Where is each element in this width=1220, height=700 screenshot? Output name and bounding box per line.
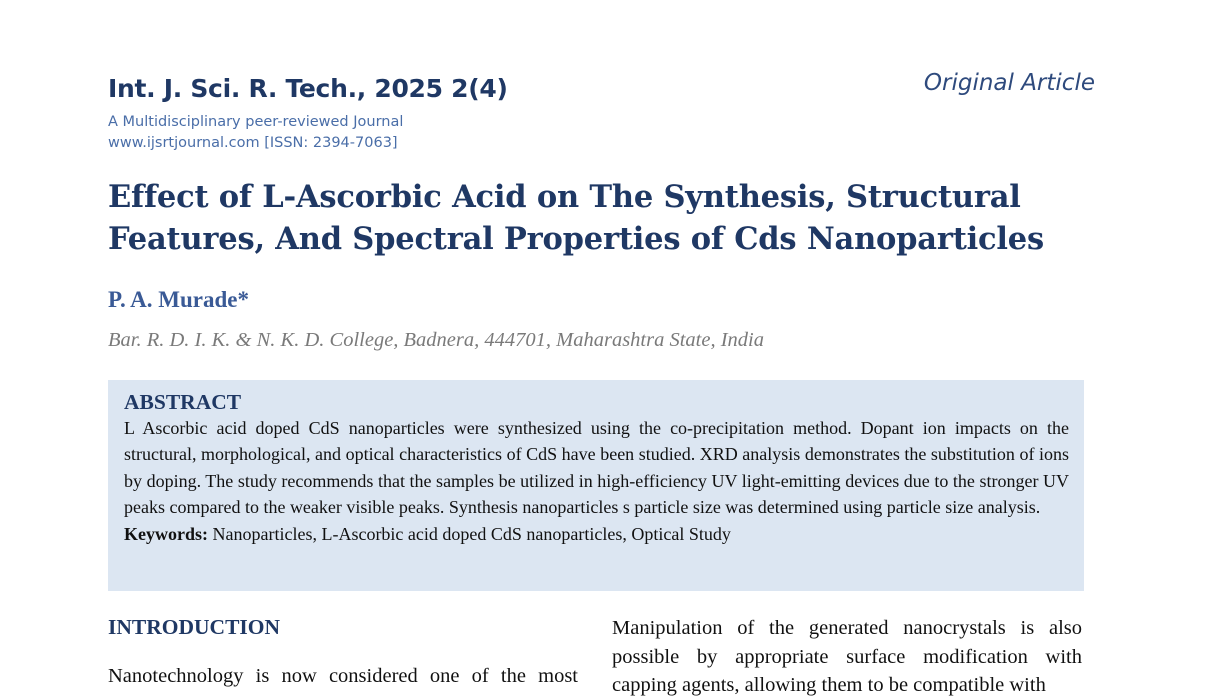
introduction-heading: INTRODUCTION	[108, 615, 281, 639]
abstract-section	[108, 380, 1084, 591]
keywords-line	[124, 521, 1069, 547]
journal-tagline: A Multidisciplinary peer-reviewed Journal	[108, 114, 404, 130]
keywords-label: Keywords:	[124, 523, 208, 544]
abstract-body: L Ascorbic acid doped CdS nanoparticles were synthesized using the co-precipitation method. Dopant ion impacts on the structural, morphological, and optical characteristics of CdS have been studied. XRD analysis demonstrates the substitution of ions by doping. The study recommends that the samples be utilized in high-efficiency UV light-emitting devices due to the stronger UV peaks compared to the weaker visible peaks. Synthesis nanoparticles s particle size was determined using particle size analysis.	[124, 418, 1069, 518]
introduction-right-column-text: Manipulation of the generated nanocrystals is also possible by appropriate surface modification with capping agents, allowing them to be compatible with	[612, 617, 1082, 696]
journal-website-link[interactable]: www.ijsrtjournal.com [ISSN: 2394-7063]	[108, 135, 398, 151]
article-type-label: Original Article	[923, 70, 1095, 96]
author-affiliation: Bar. R. D. I. K. & N. K. D. College, Badnera, 444701, Maharashtra State, India	[108, 329, 764, 351]
journal-title: Int. J. Sci. R. Tech., 2025 2(4)	[108, 74, 508, 103]
introduction-left-column-text: Nanotechnology is now considered one of the most	[108, 665, 578, 687]
keywords-text: Nanoparticles, L-Ascorbic acid doped CdS nanoparticles, Optical Study	[208, 523, 731, 544]
author-name: P. A. Murade*	[108, 287, 249, 312]
paper-title: Effect of L-Ascorbic Acid on The Synthesis, Structural Features, And Spectral Properties of Cds Nanoparticles	[108, 179, 1044, 257]
abstract-heading: ABSTRACT	[124, 390, 242, 414]
